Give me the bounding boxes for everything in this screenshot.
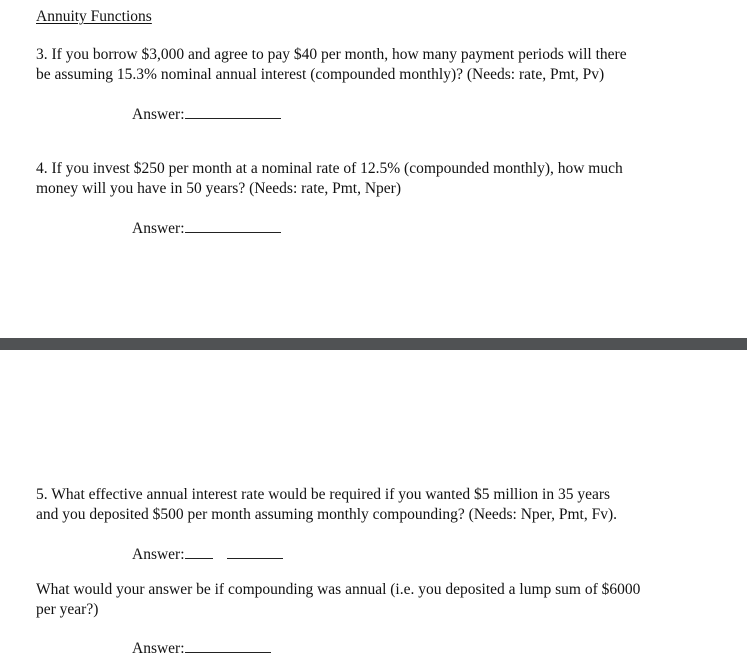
question-5b-line-2: per year?) (36, 600, 99, 618)
question-5-line-2: and you deposited $500 per month assuming monthly compounding? (Needs: Nper, Pmt, Fv). (36, 505, 617, 523)
question-5b (36, 580, 640, 619)
answer-5b-row (132, 637, 271, 658)
answer-5-blank-b[interactable] (227, 543, 283, 559)
answer-4-label: Answer: (132, 220, 185, 237)
answer-3-blank[interactable] (185, 103, 281, 119)
answer-5-row (132, 543, 283, 564)
answer-5b-blank[interactable] (185, 637, 271, 653)
question-5b-line-1: What would your answer be if compounding was annual (i.e. you deposited a lump sum of $6000 (36, 581, 641, 598)
answer-5-blank-a[interactable] (185, 543, 213, 559)
answer-4-blank[interactable] (185, 217, 281, 233)
answer-5b-label: Answer: (132, 640, 185, 657)
question-4-line-2: money will you have in 50 years? (Needs: rate, Pmt, Nper) (36, 179, 402, 197)
question-3 (36, 45, 627, 84)
question-5-line-1: 5. What effective annual interest rate would be required if you wanted $5 million in 35 years (36, 486, 611, 503)
question-4 (36, 159, 623, 198)
answer-3-label: Answer: (132, 106, 185, 123)
answer-5-label: Answer: (132, 546, 185, 563)
answer-3-row (132, 103, 281, 124)
answer-4-row (132, 217, 281, 238)
question-3-line-1: 3. If you borrow $3,000 and agree to pay $40 per month, how many payment periods will there (36, 46, 627, 63)
question-5 (36, 485, 617, 524)
page-break-divider (0, 338, 747, 350)
section-heading: Annuity Functions (36, 8, 152, 25)
question-3-line-2: be assuming 15.3% nominal annual interest (compounded monthly)? (Needs: rate, Pmt, Pv) (36, 65, 605, 83)
question-4-line-1: 4. If you invest $250 per month at a nominal rate of 12.5% (compounded monthly), how much (36, 160, 623, 177)
